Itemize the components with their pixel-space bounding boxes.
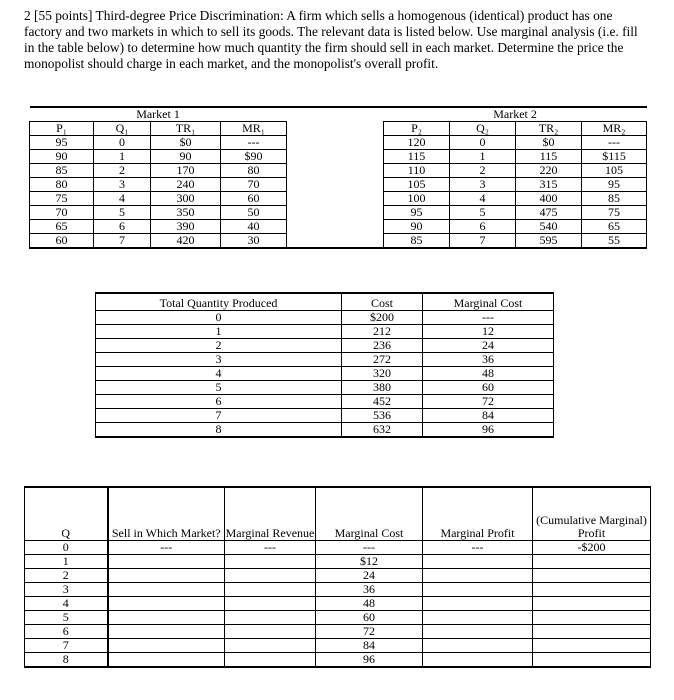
cost-cell: 60	[423, 381, 554, 395]
market1-header: P₁	[30, 122, 94, 136]
analysis-cell	[533, 611, 651, 625]
analysis-cell	[423, 639, 533, 653]
cost-cell: 452	[342, 395, 423, 409]
market1-cell: 1	[94, 150, 151, 164]
gap-cell	[287, 178, 384, 192]
analysis-header: (Cumulative Marginal) Profit	[533, 487, 651, 541]
market1-cell: 4	[94, 192, 151, 206]
market2-cell: 540	[516, 220, 582, 234]
cost-cell: 1	[96, 325, 342, 339]
cost-cell: 320	[342, 367, 423, 381]
analysis-cell	[225, 597, 316, 611]
analysis-cell	[423, 569, 533, 583]
table-row	[96, 311, 554, 325]
analysis-cell: 48	[316, 597, 423, 611]
market1-cell: 170	[151, 164, 221, 178]
market1-cell: 3	[94, 178, 151, 192]
market2-cell: 220	[516, 164, 582, 178]
market2-header: MR₂	[582, 122, 647, 136]
market1-cell: 50	[221, 206, 287, 220]
market1-cell: 5	[94, 206, 151, 220]
market1-cell: 420	[151, 234, 221, 249]
market1-cell: 0	[94, 136, 151, 150]
analysis-cell	[533, 555, 651, 569]
analysis-header: Marginal Revenue	[225, 487, 316, 541]
analysis-header: Q	[25, 487, 108, 541]
analysis-cell	[108, 611, 225, 625]
problem-text: 2 [55 points] Third-degree Price Discrimination: A firm which sells a homogenous (identical) product has one factory and two markets in which to sell its goods. The relevant data is listed below. Use marginal analysis (i.e. fill in the table below) to determine how much quantity the firm should sell in each market. Determine the price the monopolist should charge in each market, and the monopolist's overall profit.	[24, 8, 638, 71]
market1-cell: 95	[30, 136, 94, 150]
table-row	[30, 178, 647, 192]
market1-cell: 70	[30, 206, 94, 220]
cost-cell: 4	[96, 367, 342, 381]
analysis-cell: 4	[25, 597, 108, 611]
analysis-cell	[533, 583, 651, 597]
cost-cell: 3	[96, 353, 342, 367]
market1-cell: 300	[151, 192, 221, 206]
table-row	[96, 325, 554, 339]
market2-header: TR₂	[516, 122, 582, 136]
analysis-cell: 84	[316, 639, 423, 653]
cost-cell: 84	[423, 409, 554, 423]
cost-cell: ---	[423, 311, 554, 325]
market2-cell: 595	[516, 234, 582, 249]
analysis-cell: ---	[108, 541, 225, 555]
analysis-cell	[423, 597, 533, 611]
market-table	[29, 106, 647, 249]
analysis-cell: $12	[316, 555, 423, 569]
market1-cell: 65	[30, 220, 94, 234]
table-row	[25, 639, 651, 653]
cost-cell: 212	[342, 325, 423, 339]
analysis-cell: 36	[316, 583, 423, 597]
cost-header-row	[96, 293, 554, 311]
cost-table	[95, 292, 554, 438]
market1-header: MR₁	[221, 122, 287, 136]
analysis-cell: ---	[225, 541, 316, 555]
analysis-cell	[108, 583, 225, 597]
table-row	[25, 569, 651, 583]
market1-cell: ---	[221, 136, 287, 150]
analysis-header: Marginal Profit	[423, 487, 533, 541]
market1-cell: 70	[221, 178, 287, 192]
market2-cell: $115	[582, 150, 647, 164]
market1-cell: 75	[30, 192, 94, 206]
market2-cell: 110	[384, 164, 450, 178]
cost-cell: 48	[423, 367, 554, 381]
table-row	[30, 206, 647, 220]
gap-cell	[287, 150, 384, 164]
gap-cell	[287, 234, 384, 249]
market2-cell: 2	[450, 164, 516, 178]
analysis-cell	[108, 639, 225, 653]
table-row	[30, 192, 647, 206]
analysis-header: Sell in Which Market?	[108, 487, 225, 541]
market1-cell: 60	[221, 192, 287, 206]
market2-cell: 85	[384, 234, 450, 249]
market2-cell: 7	[450, 234, 516, 249]
table-row	[96, 409, 554, 423]
market1-title: Market 1	[30, 107, 287, 122]
market2-cell: 475	[516, 206, 582, 220]
market1-header: Q₁	[94, 122, 151, 136]
table-row	[30, 220, 647, 234]
cost-cell: 0	[96, 311, 342, 325]
cost-cell: 8	[96, 423, 342, 438]
market2-cell: 3	[450, 178, 516, 192]
table-row	[30, 234, 647, 249]
table-row	[96, 381, 554, 395]
market1-cell: 350	[151, 206, 221, 220]
analysis-cell	[225, 639, 316, 653]
analysis-cell	[108, 555, 225, 569]
market1-cell: 85	[30, 164, 94, 178]
analysis-cell: 2	[25, 569, 108, 583]
analysis-cell: 5	[25, 611, 108, 625]
analysis-cell	[225, 611, 316, 625]
market2-cell: 65	[582, 220, 647, 234]
market2-cell: 90	[384, 220, 450, 234]
analysis-cell: 0	[25, 541, 108, 555]
analysis-cell: ---	[316, 541, 423, 555]
market2-cell: ---	[582, 136, 647, 150]
market2-cell: 0	[450, 136, 516, 150]
market2-cell: 55	[582, 234, 647, 249]
market1-cell: $90	[221, 150, 287, 164]
market2-cell: $0	[516, 136, 582, 150]
table-row	[25, 611, 651, 625]
gap-cell	[287, 206, 384, 220]
market2-cell: 95	[582, 178, 647, 192]
analysis-cell	[423, 625, 533, 639]
market1-cell: 40	[221, 220, 287, 234]
analysis-cell: 6	[25, 625, 108, 639]
cost-header: Cost	[342, 293, 423, 311]
analysis-cell: 24	[316, 569, 423, 583]
market2-cell: 100	[384, 192, 450, 206]
analysis-cell: 7	[25, 639, 108, 653]
market1-cell: 7	[94, 234, 151, 249]
market1-cell: 90	[30, 150, 94, 164]
gap-cell	[287, 107, 384, 122]
table-row	[96, 339, 554, 353]
table-row	[25, 653, 651, 668]
analysis-cell	[423, 611, 533, 625]
table-row	[25, 597, 651, 611]
table-row	[96, 423, 554, 438]
market1-cell: 60	[30, 234, 94, 249]
cost-cell: 36	[423, 353, 554, 367]
market-header-row	[30, 122, 647, 136]
cost-cell: 236	[342, 339, 423, 353]
market1-cell: 2	[94, 164, 151, 178]
market1-cell: 6	[94, 220, 151, 234]
market2-cell: 1	[450, 150, 516, 164]
cost-header: Total Quantity Produced	[96, 293, 342, 311]
table-row	[25, 583, 651, 597]
cost-cell: 24	[423, 339, 554, 353]
market1-cell: 30	[221, 234, 287, 249]
market1-cell: 390	[151, 220, 221, 234]
table-row	[30, 150, 647, 164]
analysis-cell: 72	[316, 625, 423, 639]
cost-cell: $200	[342, 311, 423, 325]
market2-cell: 115	[384, 150, 450, 164]
table-row	[25, 625, 651, 639]
analysis-cell	[533, 639, 651, 653]
analysis-cell: 60	[316, 611, 423, 625]
cost-cell: 6	[96, 395, 342, 409]
analysis-cell	[225, 653, 316, 668]
cost-header: Marginal Cost	[423, 293, 554, 311]
market1-header: TR₁	[151, 122, 221, 136]
market1-cell: 240	[151, 178, 221, 192]
market2-cell: 400	[516, 192, 582, 206]
analysis-header-row	[25, 487, 651, 541]
analysis-cell: ---	[423, 541, 533, 555]
analysis-cell: 1	[25, 555, 108, 569]
market1-cell: 80	[30, 178, 94, 192]
gap-cell	[287, 192, 384, 206]
market2-cell: 85	[582, 192, 647, 206]
analysis-table	[24, 486, 651, 668]
market2-cell: 95	[384, 206, 450, 220]
market2-cell: 75	[582, 206, 647, 220]
market2-cell: 120	[384, 136, 450, 150]
market2-cell: 4	[450, 192, 516, 206]
cost-cell: 72	[423, 395, 554, 409]
market2-cell: 5	[450, 206, 516, 220]
market1-cell: 90	[151, 150, 221, 164]
analysis-cell: 96	[316, 653, 423, 668]
analysis-cell	[108, 625, 225, 639]
analysis-cell: 8	[25, 653, 108, 668]
analysis-cell	[225, 555, 316, 569]
analysis-cell	[533, 625, 651, 639]
analysis-cell	[533, 569, 651, 583]
analysis-header: Marginal Cost	[316, 487, 423, 541]
cost-cell: 632	[342, 423, 423, 438]
table-row	[30, 164, 647, 178]
market2-title: Market 2	[384, 107, 647, 122]
analysis-cell	[225, 625, 316, 639]
analysis-cell	[533, 597, 651, 611]
table-row	[96, 367, 554, 381]
analysis-cell	[108, 653, 225, 668]
gap-cell	[287, 164, 384, 178]
gap-cell	[287, 122, 384, 136]
market2-header: Q₂	[450, 122, 516, 136]
market2-cell: 115	[516, 150, 582, 164]
market2-header: P₂	[384, 122, 450, 136]
cost-cell: 380	[342, 381, 423, 395]
market1-cell: 80	[221, 164, 287, 178]
analysis-cell	[108, 569, 225, 583]
market2-cell: 105	[384, 178, 450, 192]
table-row	[25, 555, 651, 569]
table-row	[96, 395, 554, 409]
table-row	[96, 353, 554, 367]
analysis-cell: 3	[25, 583, 108, 597]
cost-cell: 2	[96, 339, 342, 353]
table-row	[25, 541, 651, 555]
table-row	[30, 136, 647, 150]
analysis-cell	[225, 583, 316, 597]
analysis-cell: -$200	[533, 541, 651, 555]
analysis-cell	[423, 555, 533, 569]
problem-statement	[24, 8, 650, 72]
cost-cell: 536	[342, 409, 423, 423]
gap-cell	[287, 220, 384, 234]
analysis-cell	[423, 583, 533, 597]
market2-cell: 315	[516, 178, 582, 192]
analysis-cell	[533, 653, 651, 668]
gap-cell	[287, 136, 384, 150]
market2-cell: 105	[582, 164, 647, 178]
analysis-cell	[423, 653, 533, 668]
analysis-cell	[108, 597, 225, 611]
cost-cell: 7	[96, 409, 342, 423]
cost-cell: 5	[96, 381, 342, 395]
cost-cell: 272	[342, 353, 423, 367]
market2-cell: 6	[450, 220, 516, 234]
cost-cell: 12	[423, 325, 554, 339]
market1-cell: $0	[151, 136, 221, 150]
cost-cell: 96	[423, 423, 554, 438]
analysis-cell	[225, 569, 316, 583]
market-title-row	[30, 107, 647, 122]
